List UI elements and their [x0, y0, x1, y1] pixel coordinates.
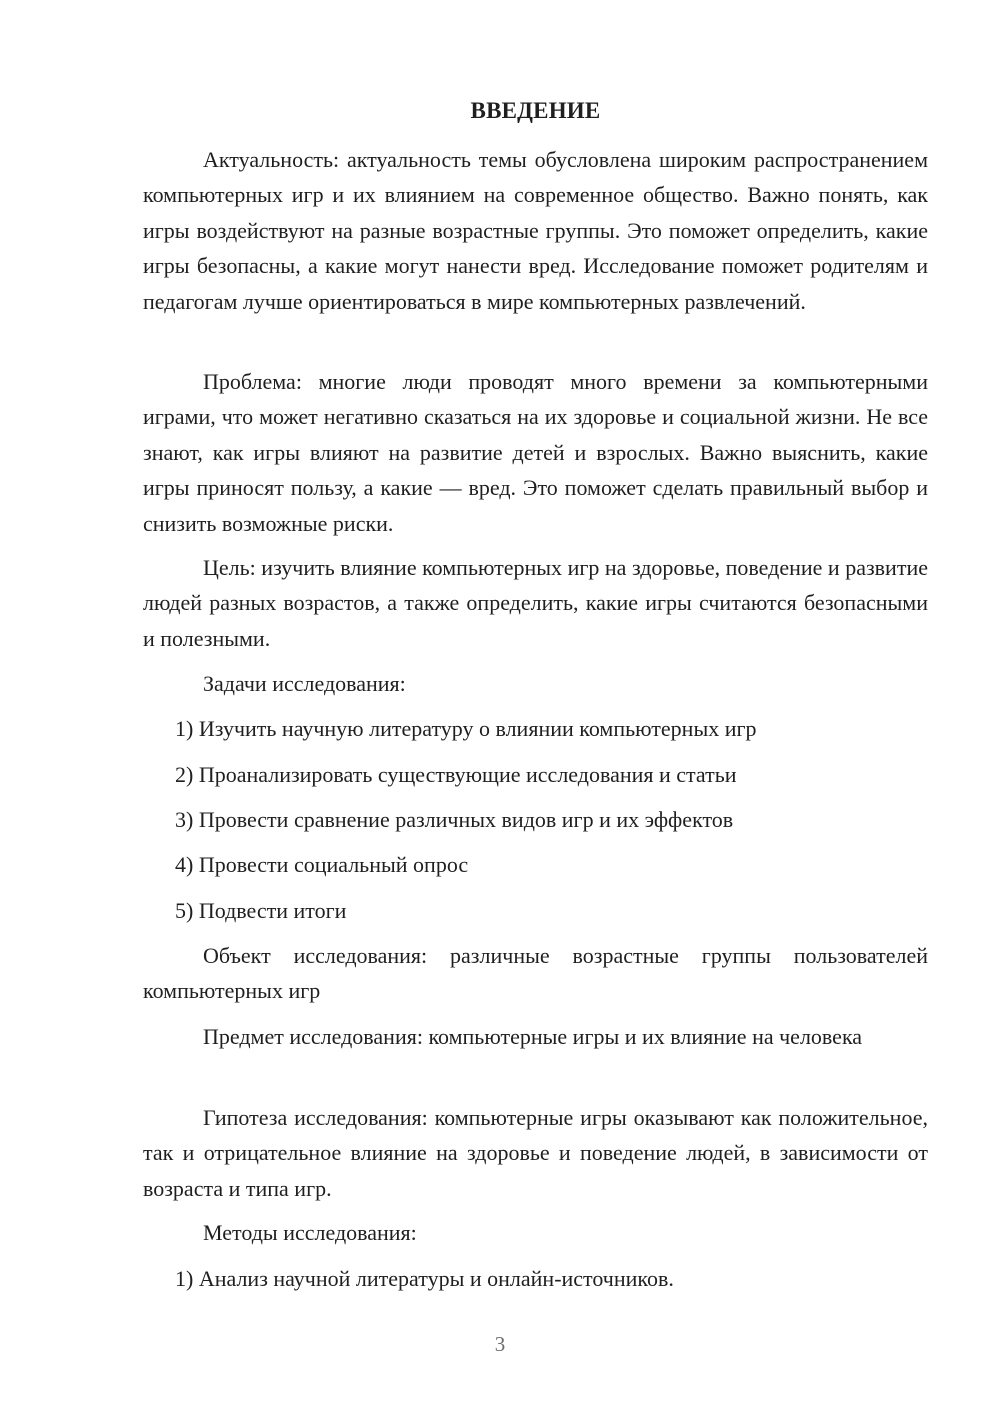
methods-heading: Методы исследования: — [203, 1220, 417, 1245]
task-item: 3) Провести сравнение различных видов игр и их эффектов — [175, 807, 734, 832]
task-item: 4) Провести социальный опрос — [175, 852, 469, 877]
tasks-heading: Задачи исследования: — [203, 671, 406, 696]
hypothesis-paragraph: Гипотеза исследования: компьютерные игры оказывают как положительное, так и отрицательное влияние на здоровье и поведение людей, в зависимости от возраста и типа игр. — [143, 1105, 928, 1201]
page-title: ВВЕДЕНИЕ — [470, 98, 601, 123]
page-number: 3 — [494, 1332, 506, 1356]
relevance-paragraph: Актуальность: актуальность темы обусловлена широким распространением компьютерных игр и их влиянием на современное общество. Важно понять, как игры воздействуют на разные возрастные группы. Это поможет определить, какие игры безопасны, а какие могут нанести вред. Исследование поможет родителям и педагогам лучше ориентироваться в мире компьютерных развлечений. — [143, 147, 928, 314]
task-item: 1) Изучить научную литературу о влиянии компьютерных игр — [175, 716, 757, 741]
goal-paragraph: Цель: изучить влияние компьютерных игр на здоровье, поведение и развитие людей разных возрастов, а также определить, какие игры считаются безопасными и полезными. — [143, 555, 928, 651]
object-paragraph: Объект исследования: различные возрастные группы пользователей компьютерных игр — [143, 943, 928, 1004]
problem-paragraph: Проблема: многие люди проводят много времени за компьютерными играми, что может негативно сказаться на их здоровье и социальной жизни. Не все знают, как игры влияют на развитие детей и взрослых. Важно выяснить, какие игры приносят пользу, а какие — вред. Это поможет сделать правильный выбор и снизить возможные риски. — [143, 369, 928, 536]
subject-paragraph: Предмет исследования: компьютерные игры и их влияние на человека — [203, 1024, 863, 1049]
method-item: 1) Анализ научной литературы и онлайн-источников. — [175, 1266, 674, 1291]
task-item: 2) Проанализировать существующие исследования и статьи — [175, 762, 737, 787]
task-item: 5) Подвести итоги — [175, 898, 347, 923]
